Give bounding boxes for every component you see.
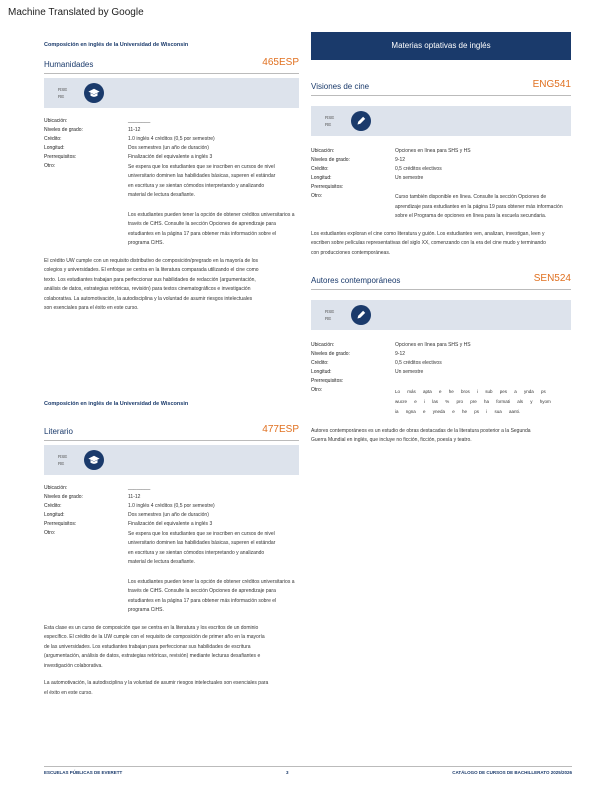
course-code: ENG541	[532, 79, 571, 90]
course-info	[311, 342, 571, 417]
info-key: Ubicación:	[44, 484, 68, 491]
info-value: 0,5 créditos electivos	[395, 360, 442, 366]
info-value: 11-12	[128, 126, 141, 133]
info-value	[395, 378, 571, 385]
icon-label: RSE	[58, 86, 68, 92]
info-key: Crédito:	[44, 502, 62, 509]
icon-band	[44, 78, 299, 108]
info-value: Se espera que los estudiantes que se inscriben en cursos de nivel universitario dominen las habilidades básicas, superen el estándar en escritura y se sientan cómodos interpretando y analizando material de lectura desafiante.	[128, 163, 276, 199]
icon-label: RSE	[58, 453, 68, 459]
info-key: Otro:	[311, 193, 323, 199]
info-key: Niveles de grado:	[311, 351, 350, 357]
info-key: Prerrequisitos:	[44, 153, 77, 160]
info-key: Niveles de grado:	[311, 157, 350, 163]
course-title-row	[311, 78, 571, 96]
info-key: Longitud:	[311, 369, 332, 375]
pen-icon	[351, 111, 371, 131]
info-value: ________	[128, 484, 151, 491]
footer-right: CATÁLOGO DE CURSOS DE BACHILLERATO 2025/2026	[452, 770, 572, 775]
icon-label: RSE	[325, 114, 335, 120]
course-title: Literario	[44, 426, 73, 436]
course-block-visiones	[311, 78, 571, 258]
info-key: Crédito:	[44, 135, 62, 142]
info-value: 1.0 inglés 4 créditos (0,5 por semestre)	[128, 135, 215, 142]
course-title: Humanidades	[44, 59, 94, 69]
graduation-cap-icon	[84, 83, 104, 103]
info-value: Lo más apta e he bros i sub pes a ynda ps wucre e i las % pro pre ha formati als y hyom ia ngna e yneda e he ps i sua aanti.	[395, 389, 551, 414]
course-program-label: Composición en inglés de la Universidad de Wisconsin	[44, 401, 189, 407]
info-key: Ubicación:	[311, 148, 335, 154]
course-title: Visiones de cine	[311, 81, 370, 91]
info-key: Ubicación:	[311, 342, 335, 348]
course-code: 477ESP	[262, 423, 299, 435]
other-extra: Los estudiantes pueden tener la opción de obtener créditos universitarios a través de CiHS. Consulte la sección Opciones de aprendizaje para estudiantes en la página 17 para obtener más información sobre el programa CiHS.	[128, 211, 295, 247]
course-description: Esta clase es un curso de composición que se centra en la literatura y los escritos de un dominio específico. El crédito de la UW cumple con el requisito de composición de primer año en la mayoría de las universidades. Los estudiantes trabajan para perfeccionar sus habilidades de escritura (argumentación, análisis de datos, estrategias retóricas, revisión) mediante lecturas desafiantes e investigación colaborativa.	[44, 624, 265, 669]
info-key: Longitud:	[44, 144, 65, 151]
info-key: Prerrequisitos:	[311, 184, 344, 190]
info-key: Niveles de grado:	[44, 126, 83, 133]
info-value: Dos semestres (un año de duración)	[128, 511, 209, 518]
info-value: 11-12	[128, 493, 141, 500]
info-value: ________	[128, 117, 151, 124]
info-value: 0,5 créditos electivos	[395, 166, 442, 172]
icon-band	[44, 445, 299, 475]
icon-label: RSE	[325, 308, 335, 314]
info-key: Otro:	[44, 162, 56, 169]
page-number: 3	[285, 770, 289, 775]
info-key: Prerrequisitos:	[44, 520, 77, 527]
info-key: Prerrequisitos:	[311, 378, 344, 384]
info-value: Opciones en línea para SHS y HS	[395, 342, 471, 348]
info-key: Longitud:	[44, 511, 65, 518]
course-code: 465ESP	[262, 56, 299, 68]
info-value: Finalización del equivalente a inglés 3	[128, 153, 213, 160]
other-extra: Los estudiantes pueden tener la opción de obtener créditos universitarios a través de CiHS. Consulte la sección Opciones de aprendizaje para estudiantes en la página 17 para obtener más información sobre el programa CiHS.	[128, 578, 295, 614]
info-key: Otro:	[311, 387, 323, 393]
pen-icon	[351, 305, 371, 325]
page-footer	[44, 766, 572, 776]
course-program-label: Composición en inglés de la Universidad de Wisconsin	[44, 42, 189, 48]
info-key: Ubicación:	[44, 117, 68, 124]
course-title-row	[44, 423, 299, 441]
info-value: Un semestre	[395, 369, 424, 375]
info-value: Opciones en línea para SHS y HS	[395, 148, 471, 154]
course-block-autores	[311, 272, 571, 446]
icon-band	[311, 106, 571, 136]
section-header: Materias optativas de inglés	[311, 32, 571, 60]
course-title-row	[44, 56, 299, 74]
icon-label: RE	[325, 122, 332, 127]
info-value: Finalización del equivalente a inglés 3	[128, 520, 213, 527]
info-value	[395, 184, 571, 191]
footer-left: ESCUELAS PÚBLICAS DE EVERETT	[44, 770, 123, 775]
info-key: Niveles de grado:	[44, 493, 83, 500]
info-value: Curso también disponible en línea. Consulte la sección Opciones de aprendizaje para estudiantes en la página 19 para obtener más información sobre el Programa de opciones en línea para la escuela secundaria.	[395, 194, 563, 219]
course-info	[44, 118, 299, 201]
info-key: Longitud:	[311, 175, 332, 181]
info-value: 9-12	[395, 351, 406, 357]
electives-column	[311, 32, 571, 446]
course-block-literario	[44, 401, 299, 698]
info-key: Otro:	[44, 529, 56, 536]
course-description: El crédito UW cumple con un requisito distributivo de composición/pregrado en la mayoría de los colegios y universidades. El enfoque se centra en la literatura comparada utilizando el cine como texto. Los estudiantes trabajan para perfeccionar sus habilidades de redacción (argumentación, análisis de datos, estrategias retóricas, revisión) para textos cinematográficos e investigación colaborativa. La automotivación, la autodisciplina y la voluntad de asumir riesgos intelectuales son esenciales para el éxito en este curso.	[44, 257, 259, 312]
course-info	[44, 485, 299, 568]
icon-label: RE	[325, 316, 332, 321]
course-description: Los estudiantes exploran el cine como literatura y guión. Los estudiantes ven, analizan, investigan, leen y escriben sobre películas representativas del siglo XX, comenzando con la era del cine mudo y terminando con producciones contemporáneas.	[311, 230, 546, 256]
course-title: Autores contemporáneos	[311, 275, 401, 285]
info-value: 1.0 inglés 4 créditos (0,5 por semestre)	[128, 502, 215, 509]
info-value: Un semestre	[395, 175, 424, 181]
info-value: Se espera que los estudiantes que se inscriben en cursos de nivel universitario dominen las habilidades básicas, superen el estándar en escritura y se sientan cómodos interpretando y analizando material de lectura desafiante.	[128, 530, 276, 566]
graduation-cap-icon	[84, 450, 104, 470]
course-description-2: La automotivación, la autodisciplina y la voluntad de asumir riesgos intelectuales son esenciales para el éxito en este curso.	[44, 680, 269, 696]
info-value: Dos semestres (un año de duración)	[128, 144, 209, 151]
course-code: SEN524	[533, 273, 571, 284]
icon-label: RE	[58, 93, 65, 99]
machine-translation-banner: Machine Translated by Google	[8, 7, 144, 18]
icon-label: RE	[58, 460, 65, 466]
course-description: Autores contemporáneos es un estudio de obras destacadas de la literatura posterior a la Segunda Guerra Mundial en inglés, que incluye no ficción, ficción, poesía y teatro.	[311, 427, 531, 444]
info-value: 9-12	[395, 157, 406, 163]
icon-band	[311, 300, 571, 330]
course-info	[311, 148, 571, 222]
info-key: Crédito:	[311, 360, 329, 366]
course-block-humanidades	[44, 42, 299, 314]
course-title-row	[311, 272, 571, 290]
info-key: Crédito:	[311, 166, 329, 172]
